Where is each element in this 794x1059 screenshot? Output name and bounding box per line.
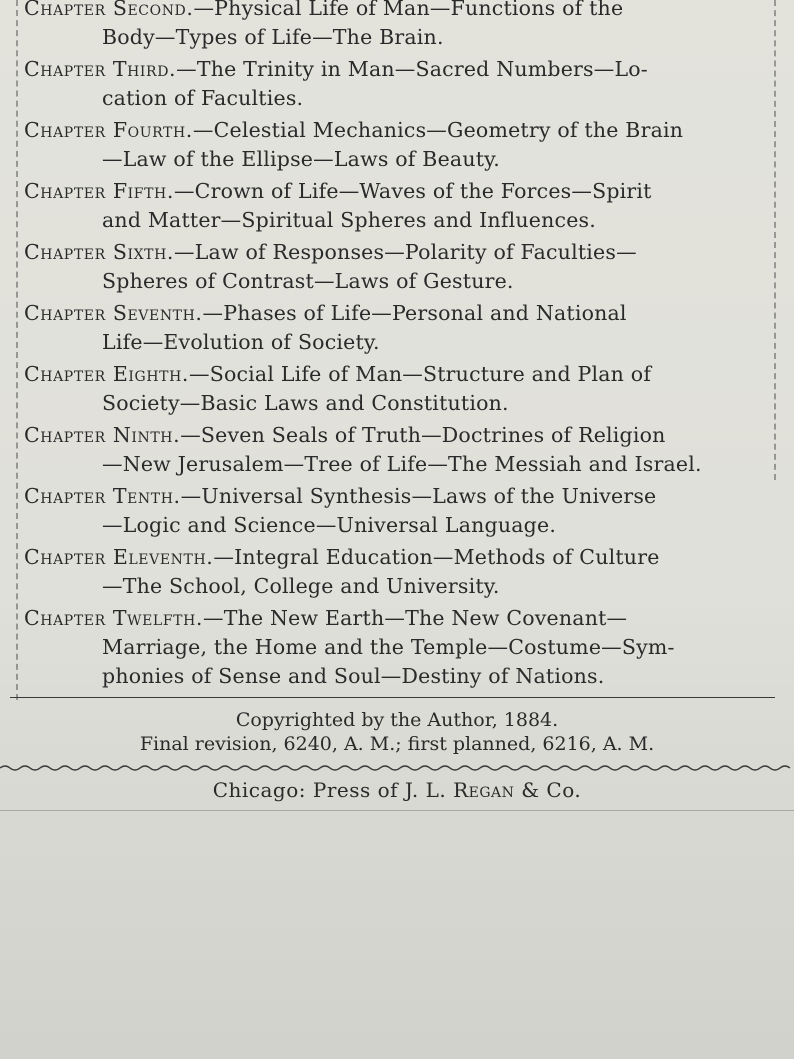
chapter-entry-sixth — [24, 238, 774, 296]
chapter-entry-twelfth — [24, 604, 774, 691]
chapter-heading: Chapter Eighth. — [24, 362, 189, 386]
left-decorative-border — [0, 0, 18, 700]
chapter-heading: Chapter Second. — [24, 0, 194, 20]
chapter-continuation: Spheres of Contrast—Laws of Gesture. — [102, 269, 514, 293]
chapter-heading: Chapter Ninth. — [24, 423, 181, 447]
chapter-description: —Seven Seals of Truth—Doctrines of Religion — [180, 423, 666, 447]
chapter-heading: Chapter Eleventh. — [24, 545, 214, 569]
chapter-entry-eleventh — [24, 543, 774, 601]
horizontal-rule — [10, 697, 775, 698]
copyright-line: Copyrighted by the Author, 1884. — [235, 709, 559, 731]
chapter-continuation: —The School, College and University. — [102, 574, 500, 598]
press-prefix: Chicago: Press of J. L. — [212, 778, 454, 802]
chapter-description: —Social Life of Man—Structure and Plan of — [189, 362, 652, 386]
chapter-continuation: —New Jerusalem—Tree of Life—The Messiah and Israel. — [102, 452, 702, 476]
chapter-continuation: —Law of the Ellipse—Laws of Beauty. — [102, 147, 500, 171]
chapter-description: —The Trinity in Man—Sacred Numbers—Lo- — [176, 57, 648, 81]
chapter-entry-fourth — [24, 116, 774, 174]
revision-line: Final revision, 6240, A. M.; first planned, 6216, A. M. — [139, 733, 655, 755]
chapter-description: —Integral Education—Methods of Culture — [213, 545, 660, 569]
chapter-description: —Universal Synthesis—Laws of the Universe — [180, 484, 657, 508]
chapter-entry-tenth — [24, 482, 774, 540]
chapter-description: —Celestial Mechanics—Geometry of the Brain — [192, 118, 684, 142]
chapter-description: —Law of Responses—Polarity of Faculties— — [174, 240, 637, 264]
chapter-heading: Chapter Fourth. — [24, 118, 193, 142]
chapter-heading: Chapter Twelfth. — [24, 606, 203, 630]
chapter-entry-fifth — [24, 177, 774, 235]
chapter-description: —Phases of Life—Personal and National — [202, 301, 627, 325]
chapter-heading: Chapter Seventh. — [24, 301, 203, 325]
chapter-description: —Crown of Life—Waves of the Forces—Spirit — [173, 179, 652, 203]
chapter-entry-ninth — [24, 421, 774, 479]
right-decorative-border — [774, 0, 786, 480]
chapter-description: —The New Earth—The New Covenant— — [203, 606, 628, 630]
chapter-entry-seventh — [24, 299, 774, 357]
chapter-continuation-2: phonies of Sense and Soul—Destiny of Nations. — [102, 664, 605, 688]
chapter-continuation: Marriage, the Home and the Temple—Costume—Sym- — [102, 635, 675, 659]
copyright-notice — [0, 708, 794, 756]
page-fold-line — [0, 810, 794, 811]
chapter-description: —Physical Life of Man—Functions of the — [193, 0, 624, 20]
table-of-contents — [24, 0, 774, 691]
chapter-continuation: and Matter—Spiritual Spheres and Influences. — [102, 208, 596, 232]
chapter-continuation: Life—Evolution of Society. — [102, 330, 380, 354]
chapter-continuation: —Logic and Science—Universal Language. — [102, 513, 557, 537]
press-suffix: & Co. — [514, 778, 582, 802]
wavy-rule — [0, 764, 794, 772]
chapter-continuation: cation of Faculties. — [102, 86, 304, 110]
chapter-continuation: Society—Basic Laws and Constitution. — [102, 391, 509, 415]
chapter-continuation: Body—Types of Life—The Brain. — [102, 25, 444, 49]
publisher-imprint — [0, 776, 794, 804]
chapter-entry-eighth — [24, 360, 774, 418]
press-name: Regan — [453, 778, 515, 802]
chapter-entry-second — [24, 0, 774, 52]
chapter-heading: Chapter Third. — [24, 57, 177, 81]
chapter-entry-third — [24, 55, 774, 113]
chapter-heading: Chapter Fifth. — [24, 179, 174, 203]
chapter-heading: Chapter Sixth. — [24, 240, 175, 264]
chapter-heading: Chapter Tenth. — [24, 484, 181, 508]
